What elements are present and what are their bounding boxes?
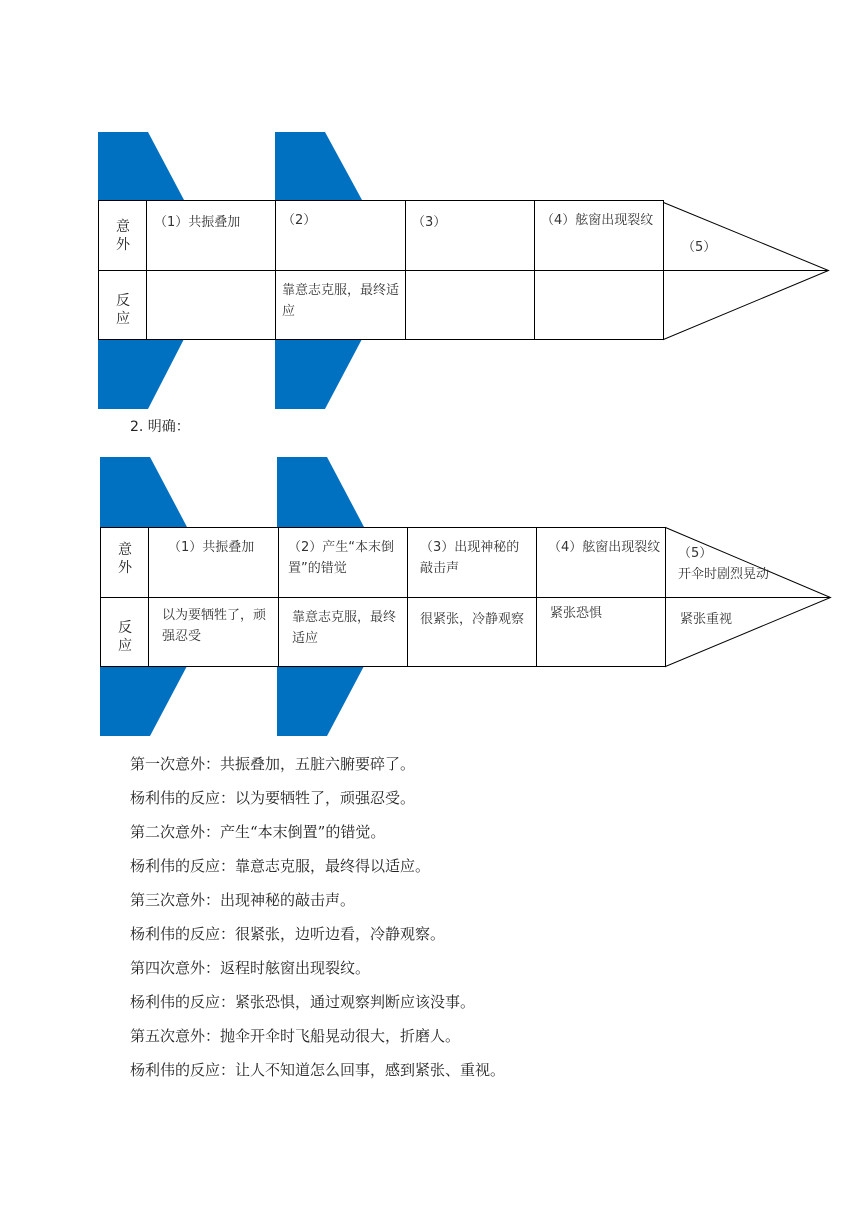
summary-line: 第五次意外：抛伞开伞时飞船晃动很大，折磨人。	[130, 1027, 461, 1045]
summary-line: 第四次意外：返程时舷窗出现裂纹。	[130, 959, 371, 977]
fin	[100, 666, 150, 736]
summary-line: 第二次意外：产生“本末倒置”的错觉。	[130, 823, 386, 841]
section-heading: 2. 明确：	[130, 419, 190, 435]
accident-4: （4）舷窗出现裂纹	[548, 540, 661, 555]
accident-5: （5）	[682, 240, 717, 255]
summary-line: 第一次意外：共振叠加，五脏六腑要碎了。	[130, 755, 416, 773]
fin	[325, 339, 362, 409]
summary-lines	[130, 752, 830, 1092]
accident-3: （3）出现神秘的敲击声	[420, 540, 520, 576]
reaction-2: 靠意志克服，最终适应	[282, 283, 400, 319]
rocket-shape	[0, 455, 860, 745]
reaction-5: 紧张重视	[680, 612, 733, 627]
fin	[148, 339, 184, 409]
fin	[325, 132, 362, 200]
fin	[98, 132, 148, 200]
fin	[327, 666, 364, 736]
accident-3: （3）	[412, 215, 447, 230]
accident-1: （1）共振叠加	[154, 215, 241, 230]
fin	[98, 339, 148, 409]
summary-line: 杨利伟的反应：以为要牺牲了，顽强忍受。	[130, 789, 416, 807]
row-label-accident: 意 外	[118, 542, 132, 576]
reaction-3: 很紧张，冷静观察	[420, 612, 525, 627]
row-label-reaction: 反 应	[118, 620, 132, 654]
reaction-4: 紧张恐惧	[550, 606, 603, 621]
fin	[277, 457, 327, 527]
rocket-shape	[0, 130, 860, 420]
accident-2: （2）产生“本末倒置”的错觉	[288, 540, 395, 576]
summary-line: 杨利伟的反应：紧张恐惧，通过观察判断应该没事。	[130, 993, 476, 1011]
rocket-diagram-2	[0, 455, 860, 745]
summary-line: 杨利伟的反应：很紧张，边听边看，冷静观察。	[130, 925, 446, 943]
rocket-diagram-1	[0, 130, 860, 420]
accident-2: （2）	[282, 213, 317, 228]
fin	[275, 339, 325, 409]
fin	[150, 666, 187, 736]
reaction-2: 靠意志克服，最终适应	[292, 610, 397, 646]
accident-5: （5） 开伞时剧烈晃动	[678, 546, 770, 582]
accident-4: （4）舷窗出现裂纹	[541, 213, 654, 228]
fin	[327, 457, 364, 527]
summary-line: 杨利伟的反应：让人不知道怎么回事，感到紧张、重视。	[130, 1061, 506, 1079]
fin	[277, 666, 327, 736]
row-label-reaction: 反 应	[116, 293, 130, 327]
fin	[275, 132, 325, 200]
reaction-1: 以为要牺牲了，顽强忍受	[162, 608, 267, 644]
fin	[150, 457, 187, 527]
row-label-accident: 意 外	[116, 219, 130, 253]
summary-line: 第三次意外：出现神秘的敲击声。	[130, 891, 356, 909]
fin	[100, 457, 150, 527]
accident-1: （1）共振叠加	[168, 540, 255, 555]
summary-line: 杨利伟的反应：靠意志克服，最终得以适应。	[130, 857, 431, 875]
fin	[148, 132, 184, 200]
